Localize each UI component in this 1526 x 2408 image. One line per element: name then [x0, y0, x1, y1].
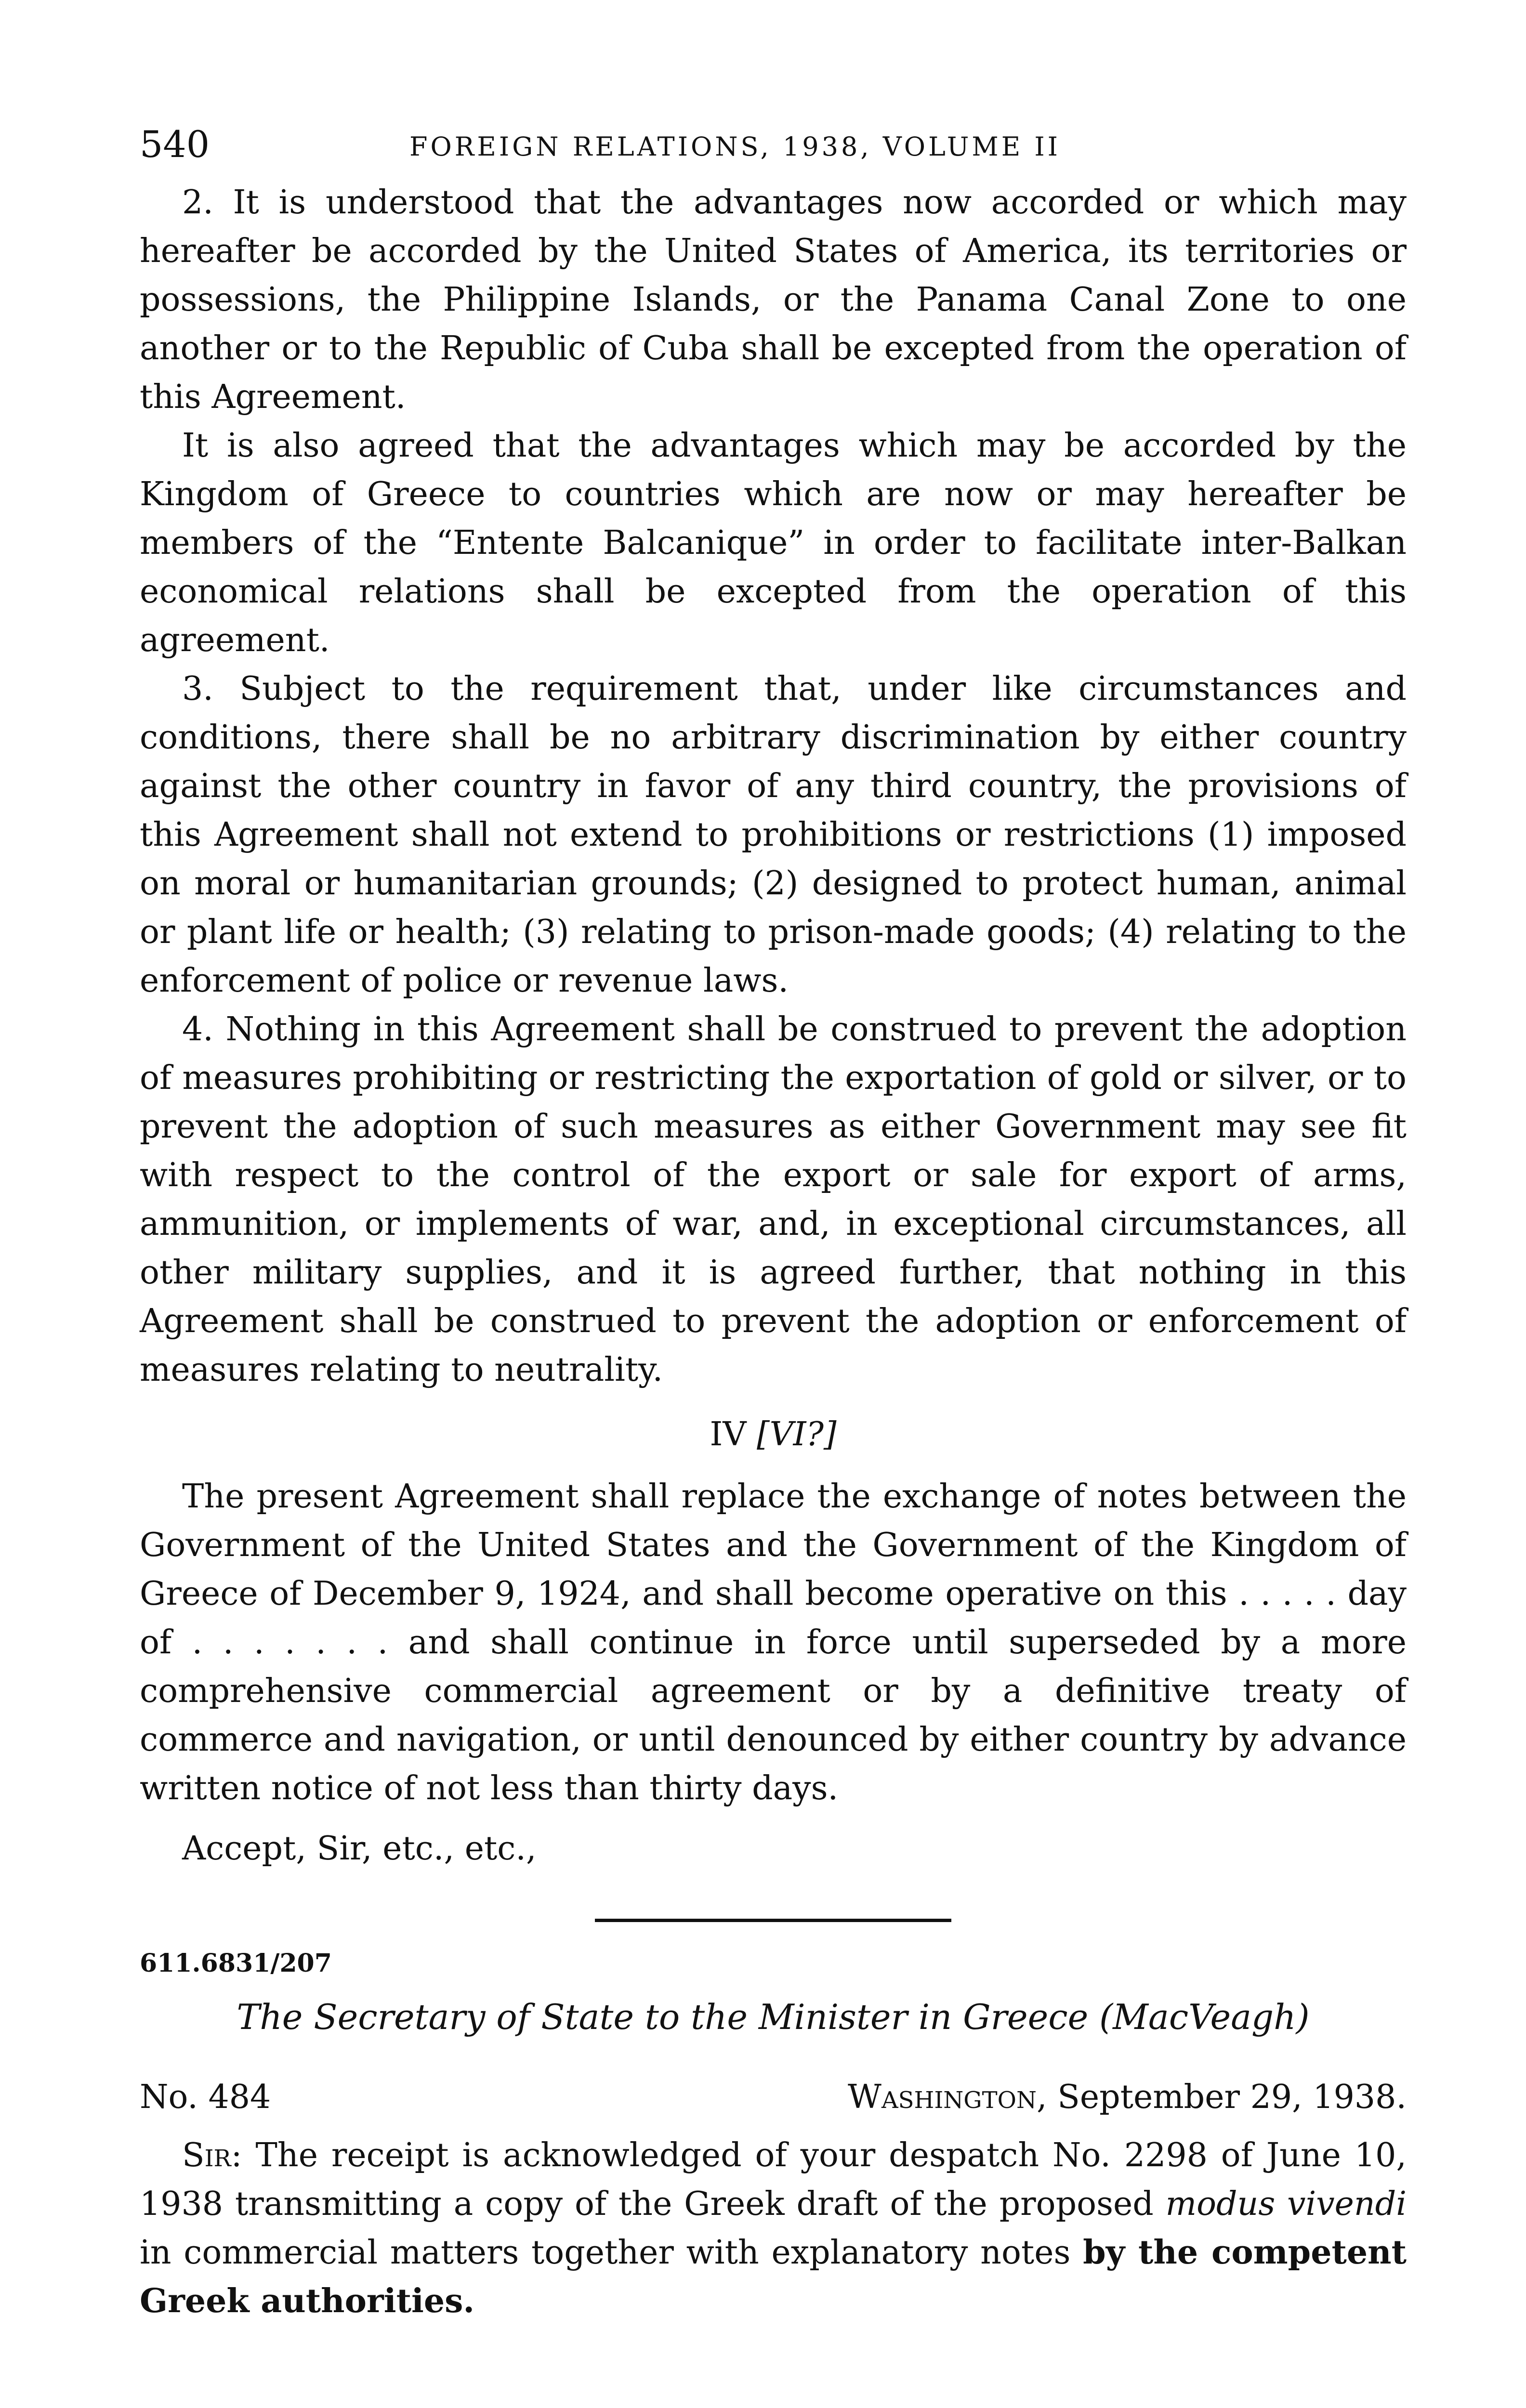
- date: September 29, 1938.: [1057, 2078, 1407, 2116]
- paragraph-4: 4. Nothing in this Agreement shall be construed to prevent the adoption of measures prohibiting or restricting the exportation of gold or silver, or to prevent the adoption of such measures as either Government may see fit with respect to the control of the export or sale for export of arms, ammunition, or implements of war, and, in exceptional circumstances, all other military supplies, and it is agreed further, that nothing in this Agreement shall be construed to prevent the adoption or enforcement of measures relating to neutrality.: [140, 1010, 1407, 1389]
- document-number: No. 484: [140, 2078, 271, 2116]
- page-number: 540: [140, 123, 210, 166]
- final-paragraph: The present Agreement shall replace the exchange of notes between the Government of the United States and the Government of the Kingdom of Greece of December 9, 1924, and shall become operative on this . . . . . day of . . . . . . . and shall continue in force until superseded by a more comprehensive commercial agreement or by a definitive treaty of commerce and navigation, or until denounced by either country by advance written notice of not less than thirty days.: [140, 1478, 1407, 1807]
- place: Washington,: [848, 2078, 1047, 2116]
- section-heading-note: [VI?]: [757, 1415, 837, 1453]
- paragraph-2-continued: It is also agreed that the advantages which may be accorded by the Kingdom of Greece to countries which are now or may hereafter be members of the “Entente Balcanique” in order to facilitate inter-Balkan economical relations shall be excepted from the operation of this agreement.: [140, 427, 1407, 659]
- dateline: [140, 2073, 1407, 2121]
- letter-body-mid: in commercial matters together with explanatory notes: [140, 2234, 1071, 2272]
- place-date: [848, 2073, 1407, 2121]
- section-heading: [140, 1411, 1407, 1459]
- letter-body-start: The receipt is acknowledged of your despatch No. 2298 of June 10, 1938 transmitting a copy of the Greek draft of the proposed: [140, 2136, 1407, 2223]
- document-page: [140, 120, 1407, 2326]
- section-divider: [595, 1919, 951, 1922]
- section-heading-numeral: IV: [710, 1415, 747, 1453]
- salutation: Sir:: [182, 2136, 242, 2174]
- running-title: FOREIGN RELATIONS, 1938, VOLUME II: [409, 131, 1061, 162]
- paragraph-2: 2. It is understood that the advantages now accorded or which may hereafter be accorded by the United States of America, its territories or possessions, the Philippine Islands, or the Panama Canal Zone to one another or to the Republic of Cuba shall be excepted from the operation of this Agreement.: [140, 183, 1407, 416]
- closing-line: Accept, Sir, etc., etc.,: [182, 1830, 537, 1868]
- running-head: [140, 120, 1407, 173]
- letter-body: [140, 2131, 1407, 2326]
- document-title: The Secretary of State to the Minister in Greece (MacVeagh): [237, 1997, 1310, 2037]
- file-number: 611.6831/207: [140, 1949, 332, 1978]
- paragraph-3: 3. Subject to the requirement that, under like circumstances and conditions, there shall be no arbitrary discrimination by either country against the other country in favor of any third country, the provisions of this Agreement shall not extend to prohibitions or restrictions (1) imposed on moral or humanitarian grounds; (2) designed to protect human, animal or plant life or health; (3) relating to prison-made goods; (4) relating to the enforcement of police or revenue laws.: [140, 670, 1407, 1000]
- agreement-text: [140, 178, 1407, 1873]
- letter-body-end: by the competent Greek authorities.: [140, 2233, 1407, 2320]
- letter-body-italic: modus vivendi: [1165, 2185, 1407, 2223]
